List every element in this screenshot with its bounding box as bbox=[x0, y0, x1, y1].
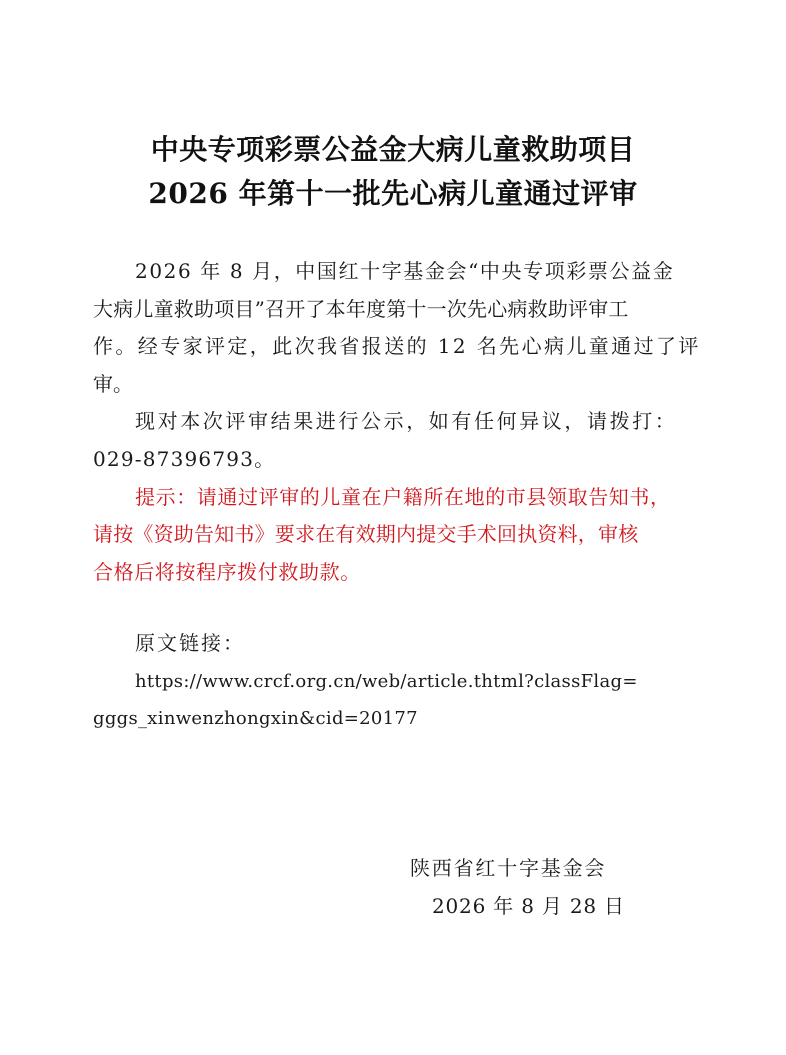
paragraph-line: 2026 年 8 月，中国红十字基金会“中央专项彩票公益金 bbox=[135, 259, 675, 283]
document-title-line-1: 中央专项彩票公益金大病儿童救助项目 bbox=[150, 133, 636, 166]
paragraph-line: 现对本次评审结果进行公示，如有任何异议，请拨打： bbox=[135, 409, 678, 433]
notice-line: 请按《资助告知书》要求在有效期内提交手术回执资料，审核 bbox=[93, 522, 639, 546]
source-link-url-line-2[interactable]: gggs_xinwenzhongxin&cid=20177 bbox=[93, 708, 418, 729]
paragraph-line: 审。 bbox=[93, 372, 133, 396]
phone-number: 029-87396793。 bbox=[93, 447, 276, 471]
paragraph-line: 作。经专家评定，此次我省报送的 12 名先心病儿童通过了评 bbox=[93, 334, 701, 358]
paragraph-line: 大病儿童救助项目”召开了本年度第十一次先心病救助评审工 bbox=[93, 297, 629, 321]
signature-date: 2026 年 8 月 28 日 bbox=[432, 894, 625, 918]
source-link-label: 原文链接： bbox=[135, 631, 245, 655]
signature-organization: 陕西省红十字基金会 bbox=[410, 856, 607, 880]
notice-line: 提示：请通过评审的儿童在户籍所在地的市县领取告知书， bbox=[135, 485, 671, 509]
source-link-url-line-1[interactable]: https://www.crcf.org.cn/web/article.thtml?classFlag= bbox=[135, 671, 638, 692]
notice-line: 合格后将按程序拨付救助款。 bbox=[93, 560, 361, 584]
document-title-line-2: 2026 年第十一批先心病儿童通过评审 bbox=[148, 177, 638, 210]
